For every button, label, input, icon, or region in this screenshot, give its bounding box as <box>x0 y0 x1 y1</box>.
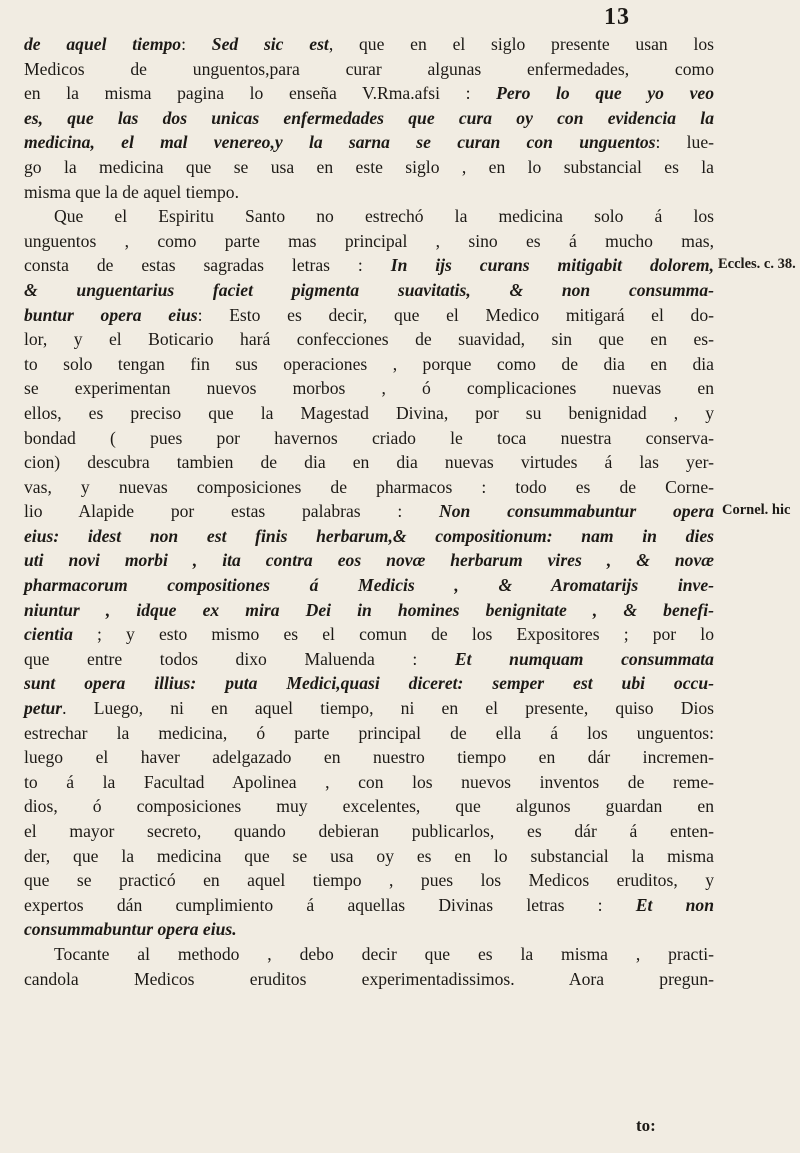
text-segment: Que el Espiritu Santo no estrechó la medicina solo á los <box>54 206 714 227</box>
italic-quote-segment: eius: idest non est finis herbarum,& compositionum: nam in dies <box>24 525 714 546</box>
text-line <box>24 573 714 598</box>
margin-note-cornelius: Cornel. hic <box>722 502 791 518</box>
text-segment: to á la Facultad Apolinea , con los nuevos inventos de reme- <box>24 771 714 792</box>
text-line <box>24 130 714 155</box>
text-line <box>24 548 714 573</box>
text-segment: dios, ó composiciones muy excelentes, que algunos guardan en <box>24 796 714 817</box>
text-segment: consta de estas sagradas letras : <box>24 255 391 276</box>
text-segment: : Esto es decir, que el Medico mitigará el do- <box>197 304 714 325</box>
italic-quote-segment: buntur opera eius <box>24 304 198 325</box>
text-line <box>24 499 714 524</box>
italic-quote-segment: cientia <box>24 624 73 645</box>
text-line <box>24 32 714 57</box>
text-segment: . Luego, ni en aquel tiempo, ni en el presente, quiso Dios <box>62 698 714 719</box>
text-line <box>24 647 714 672</box>
italic-quote-segment: Et numquam consummata <box>454 648 714 669</box>
text-line <box>24 253 714 278</box>
text-line <box>24 917 714 942</box>
text-line <box>24 450 714 475</box>
text-segment: el mayor secreto, quando debieran publicarlos, es dár á enten- <box>24 821 714 841</box>
text-line <box>24 696 714 721</box>
italic-quote-segment: pharmacorum compositiones á Medicis , & Aromatarijs inve- <box>24 575 714 596</box>
text-segment: que se practicó en aquel tiempo , pues los Medicos eruditos, y <box>24 870 714 891</box>
text-line <box>24 721 714 746</box>
italic-quote-segment: medicina, el mal venereo,y la sarna se curan con unguentos <box>24 132 656 153</box>
text-line <box>24 352 714 377</box>
text-line <box>24 401 714 426</box>
text-segment: go la medicina que se usa en este siglo , en lo substancial es la <box>24 156 714 177</box>
text-line <box>24 229 714 254</box>
text-line <box>24 819 714 844</box>
italic-quote-segment: Sed sic est <box>211 34 329 54</box>
text-segment: misma que la de aquel tiempo. <box>24 181 239 202</box>
text-line <box>24 426 714 451</box>
text-line <box>24 622 714 647</box>
italic-quote-segment: petur <box>24 698 63 719</box>
italic-quote-segment: Et non <box>635 894 715 915</box>
text-line <box>24 868 714 893</box>
italic-quote-segment: Non consummabuntur opera <box>439 501 714 522</box>
text-segment: unguentos , como parte mas principal , sino es á mucho mas, <box>24 230 714 251</box>
text-segment: vas, y nuevas composiciones de pharmacos : todo es de Corne- <box>24 476 714 497</box>
text-segment: lor, y el Boticario hará confecciones de suavidad, sin que en es- <box>24 329 714 350</box>
text-segment: Tocante al methodo , debo decir que es la misma , practi- <box>54 943 714 964</box>
italic-quote-segment: & unguentarius faciet pigmenta suavitatis, & non consumma- <box>24 279 714 300</box>
italic-quote-segment: Pero lo que yo veo <box>496 83 714 104</box>
text-line <box>24 57 714 82</box>
text-line <box>24 376 714 401</box>
text-segment: cion) descubra tambien de dia en dia nuevas virtudes á las yer- <box>24 452 714 473</box>
text-line <box>24 893 714 918</box>
text-line <box>24 598 714 623</box>
text-line <box>24 155 714 180</box>
text-line <box>24 204 714 229</box>
text-line <box>24 942 714 967</box>
italic-quote-segment: de aquel tiempo <box>24 34 182 54</box>
body-text <box>24 32 714 991</box>
text-segment: der, que la medicina que se usa oy es en lo substancial la misma <box>24 845 714 866</box>
catchword: to: <box>636 1116 656 1135</box>
text-line <box>24 475 714 500</box>
text-segment: en la misma pagina lo enseña V.Rma.afsi : <box>24 83 497 104</box>
margin-note-ecclesiasticus: Eccles. c. 38. <box>718 256 796 272</box>
text-segment: bondad ( pues por havernos criado le toca nuestra conserva- <box>24 427 714 448</box>
text-line <box>24 278 714 303</box>
italic-quote-segment: In ijs curans mitigabit dolorem, <box>390 255 714 276</box>
text-line <box>24 770 714 795</box>
text-segment: se experimentan nuevos morbos , ó complicaciones nuevas en <box>24 378 714 399</box>
text-line <box>24 180 714 205</box>
text-segment: candola Medicos eruditos experimentadissimos. Aora pregun- <box>24 968 714 989</box>
text-segment: to solo tengan fin sus operaciones , porque como de dia en dia <box>24 353 714 374</box>
text-line <box>24 794 714 819</box>
text-line <box>24 81 714 106</box>
text-segment: estrechar la medicina, ó parte principal de ella á los unguentos: <box>24 722 714 743</box>
text-line <box>24 303 714 328</box>
italic-quote-segment: es, que las dos unicas enfermedades que cura oy con evidencia la <box>24 107 714 128</box>
text-segment: lio Alapide por estas palabras : <box>24 501 440 522</box>
italic-quote-segment: uti novi morbi , ita contra eos novæ herbarum vires , & novæ <box>24 550 714 571</box>
text-segment: ; y esto mismo es el comun de los Expositores ; por lo <box>72 624 714 645</box>
text-segment: Medicos de unguentos,para curar algunas enfermedades, como <box>24 58 714 79</box>
text-line <box>24 671 714 696</box>
page-number: 13 <box>604 4 630 30</box>
text-segment: : <box>181 34 212 54</box>
text-segment: : lue- <box>655 132 715 153</box>
text-line <box>24 967 714 992</box>
italic-quote-segment: consummabuntur opera eius. <box>24 919 237 940</box>
text-segment: expertos dán cumplimiento á aquellas Divinas letras : <box>24 894 636 915</box>
text-segment: , que en el siglo presente usan los <box>328 34 714 54</box>
text-segment: luego el haver adelgazado en nuestro tiempo en dár incremen- <box>24 747 714 768</box>
text-line <box>24 745 714 770</box>
text-line <box>24 327 714 352</box>
text-line <box>24 844 714 869</box>
text-segment: ellos, es preciso que la Magestad Divina, por su benignidad , y <box>24 402 714 423</box>
italic-quote-segment: sunt opera illius: puta Medici,quasi diceret: semper est ubi occu- <box>24 673 714 694</box>
text-line <box>24 106 714 131</box>
text-segment: que entre todos dixo Maluenda : <box>24 648 455 669</box>
text-line <box>24 524 714 549</box>
italic-quote-segment: niuntur , idque ex mira Dei in homines benignitate , & benefi- <box>24 599 714 620</box>
